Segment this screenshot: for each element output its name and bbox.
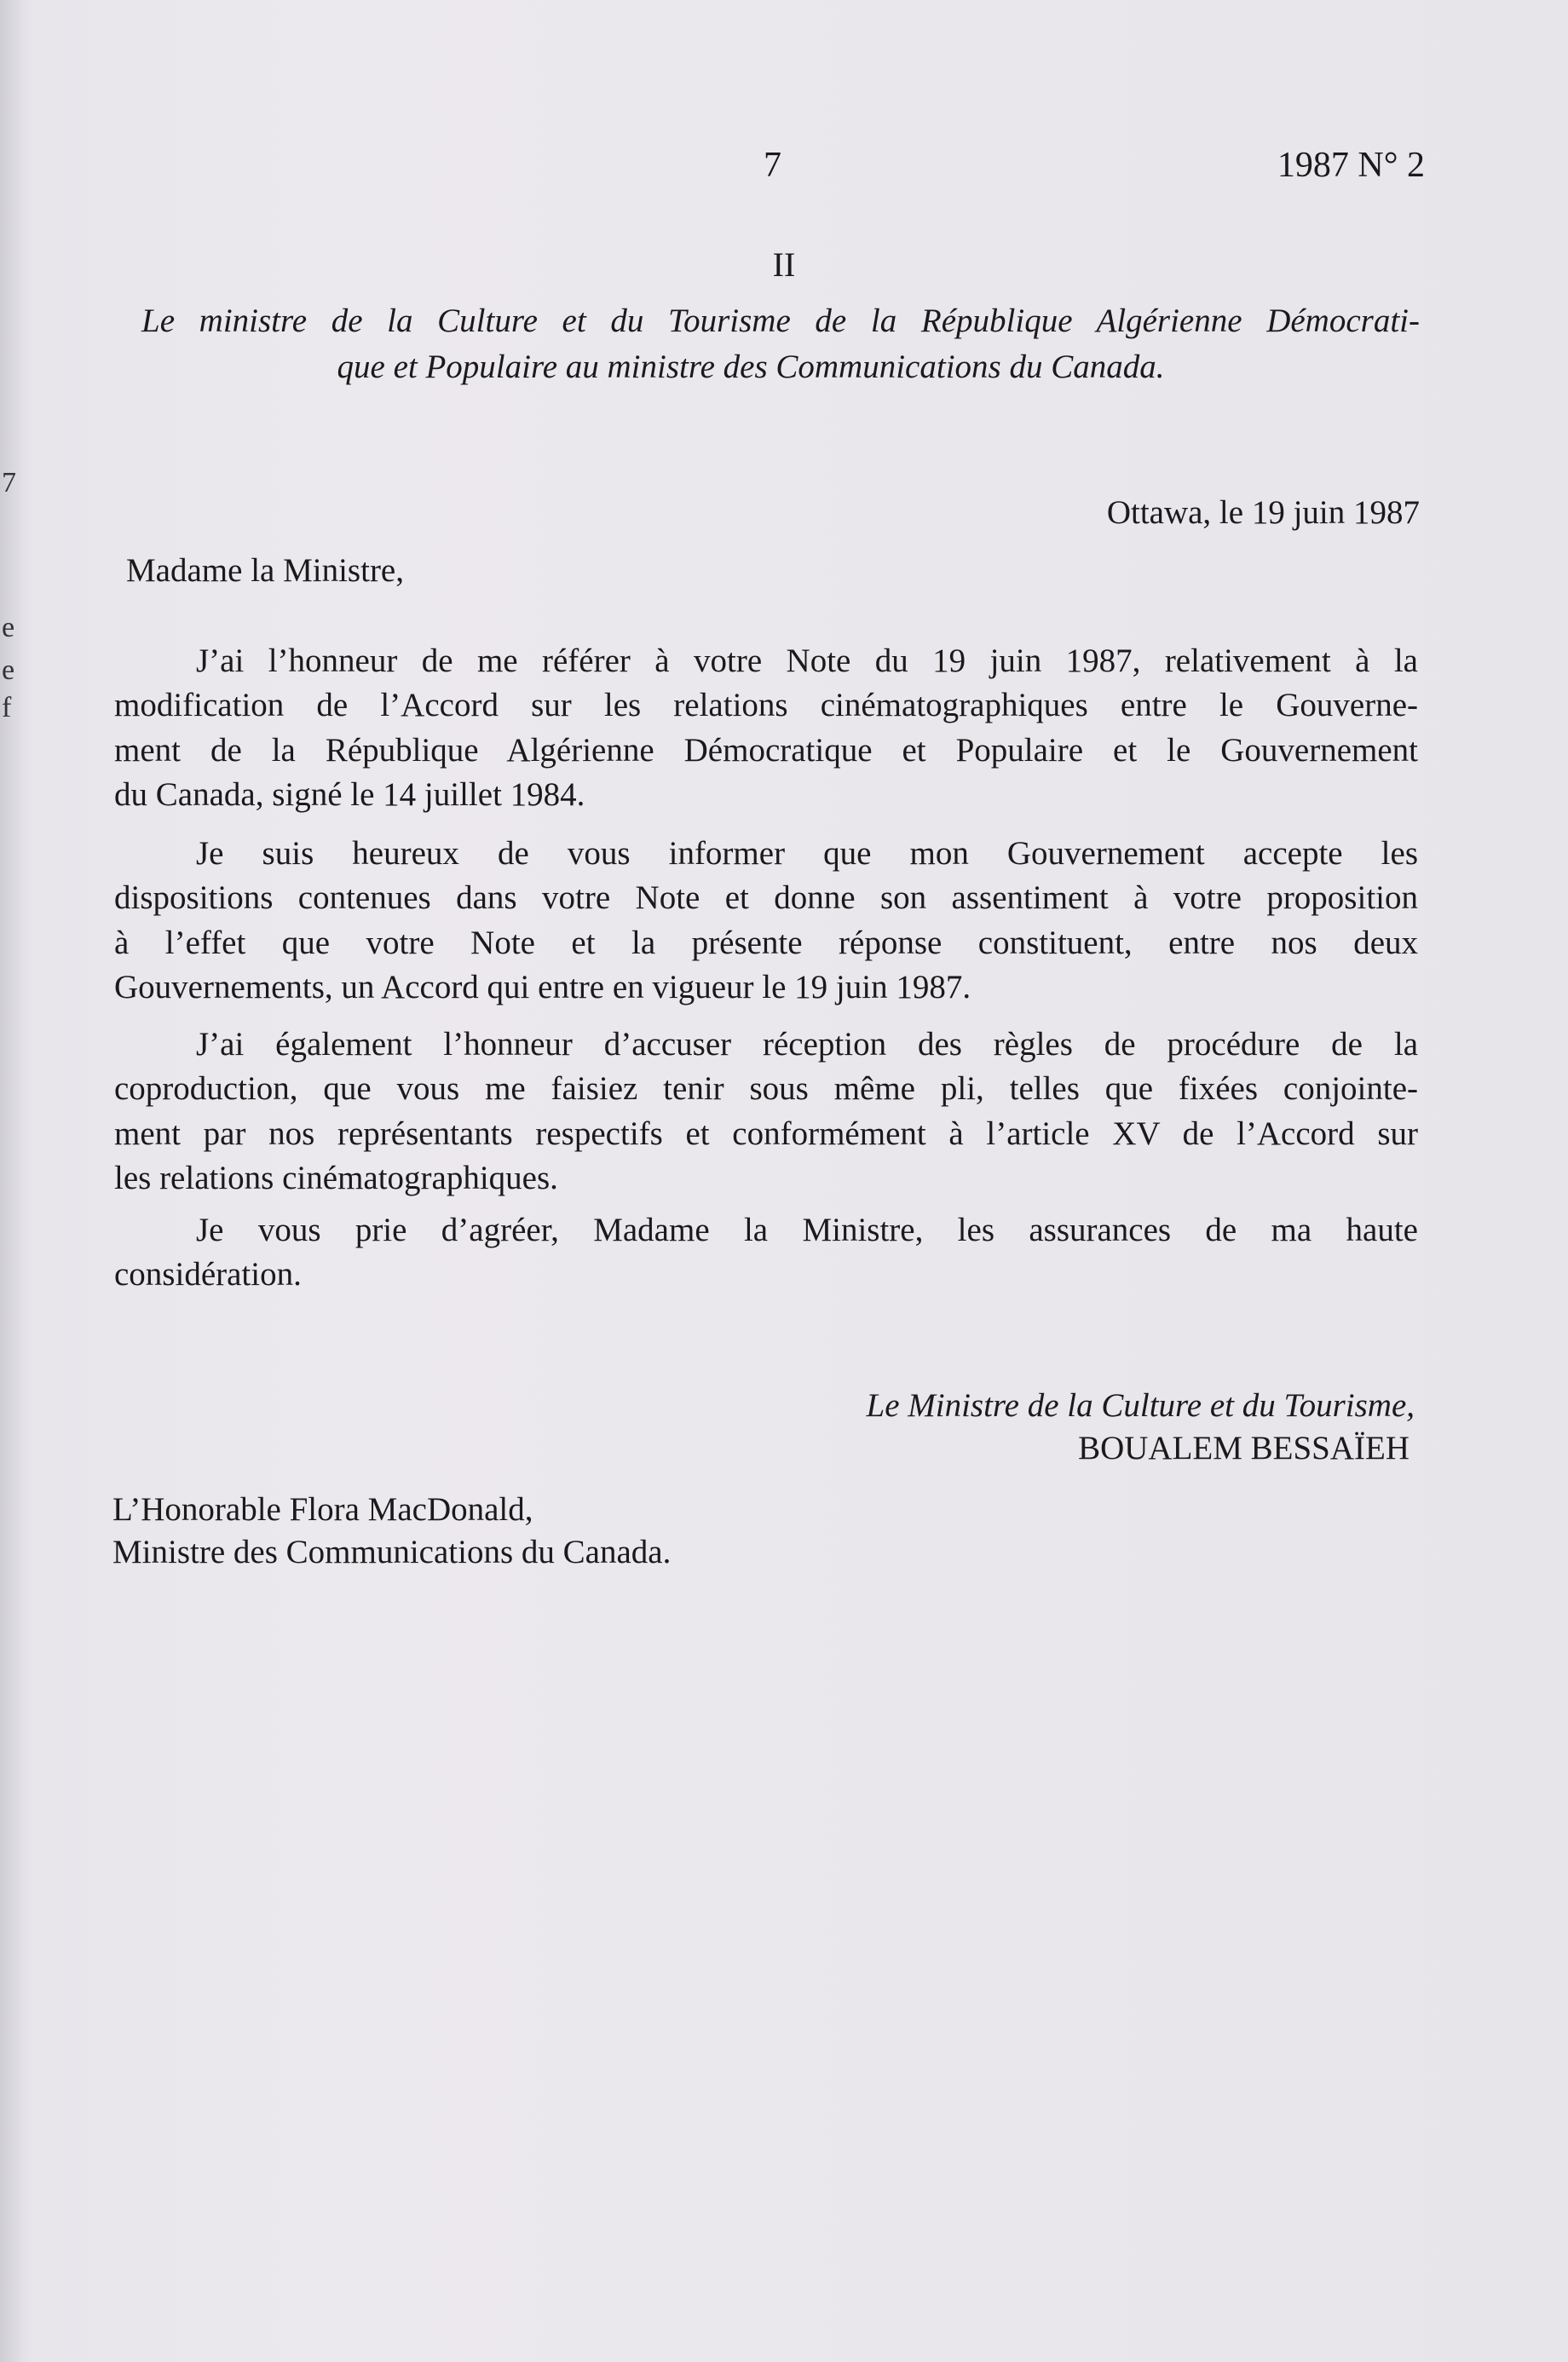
- sender-line: Le ministre de la Culture et du Tourisme de la République Algérienne Démocrati-: [141, 302, 1420, 339]
- paragraph: [114, 1208, 1418, 1298]
- margin-fragment: 7: [2, 467, 16, 498]
- paragraph-line: Je vous prie d’agréer, Madame la Ministre, les assurances de ma haute: [196, 1212, 1418, 1248]
- paragraph-line: ment par nos représentants respectifs et conformément à l’article XV de l’Accord sur: [114, 1115, 1418, 1152]
- facing-page-edge: [0, 0, 22, 2362]
- page-number: 7: [764, 146, 781, 185]
- margin-fragment: e: [2, 654, 15, 686]
- signature-title: Le Ministre de la Culture et du Tourisme,: [866, 1387, 1415, 1424]
- sender-line: que et Populaire au ministre des Communications du Canada.: [337, 348, 1165, 385]
- salutation: Madame la Ministre,: [126, 552, 404, 589]
- paragraph-line: du Canada, signé le 14 juillet 1984.: [114, 775, 585, 813]
- paragraph-line: à l’effet que votre Note et la présente réponse constituent, entre nos deux: [114, 924, 1418, 961]
- paragraph: [114, 639, 1418, 817]
- paragraph-line: dispositions contenues dans votre Note et donne son assentiment à votre proposition: [114, 879, 1418, 917]
- addressee-title: Ministre des Communications du Canada.: [112, 1534, 672, 1570]
- paragraph-line: Gouvernements, un Accord qui entre en vigueur le 19 juin 1987.: [114, 968, 971, 1005]
- paragraph-line: modification de l’Accord sur les relations cinématographiques entre le Gouverne-: [114, 687, 1418, 724]
- paragraph-line: J’ai l’honneur de me référer à votre Note du 19 juin 1987, relativement à la: [196, 642, 1418, 679]
- paragraph-line: coproduction, que vous me faisiez tenir sous même pli, telles que fixées conjointe-: [114, 1070, 1418, 1108]
- addressee-name: L’Honorable Flora MacDonald,: [112, 1491, 533, 1528]
- paragraph-line: considération.: [114, 1256, 302, 1293]
- paragraph: [114, 1023, 1418, 1201]
- signature-name: BOUALEM BESSAÏEH: [1078, 1430, 1409, 1466]
- margin-fragment: f: [2, 692, 12, 723]
- section-numeral: II: [772, 245, 796, 284]
- paragraph-line: les relations cinématographiques.: [114, 1159, 558, 1196]
- margin-fragment: e: [2, 612, 15, 643]
- paragraph-line: Je suis heureux de vous informer que mon Gouvernement accepte les: [196, 835, 1418, 872]
- sender-heading: [141, 298, 1420, 390]
- year-number: 1987 N° 2: [1277, 146, 1425, 185]
- paragraph-line: J’ai également l’honneur d’accuser réception des règles de procédure de la: [196, 1026, 1418, 1063]
- paragraph: [114, 832, 1418, 1010]
- paragraph-line: ment de la République Algérienne Démocratique et Populaire et le Gouvernement: [114, 731, 1418, 769]
- place-date: Ottawa, le 19 juin 1987: [1106, 494, 1420, 531]
